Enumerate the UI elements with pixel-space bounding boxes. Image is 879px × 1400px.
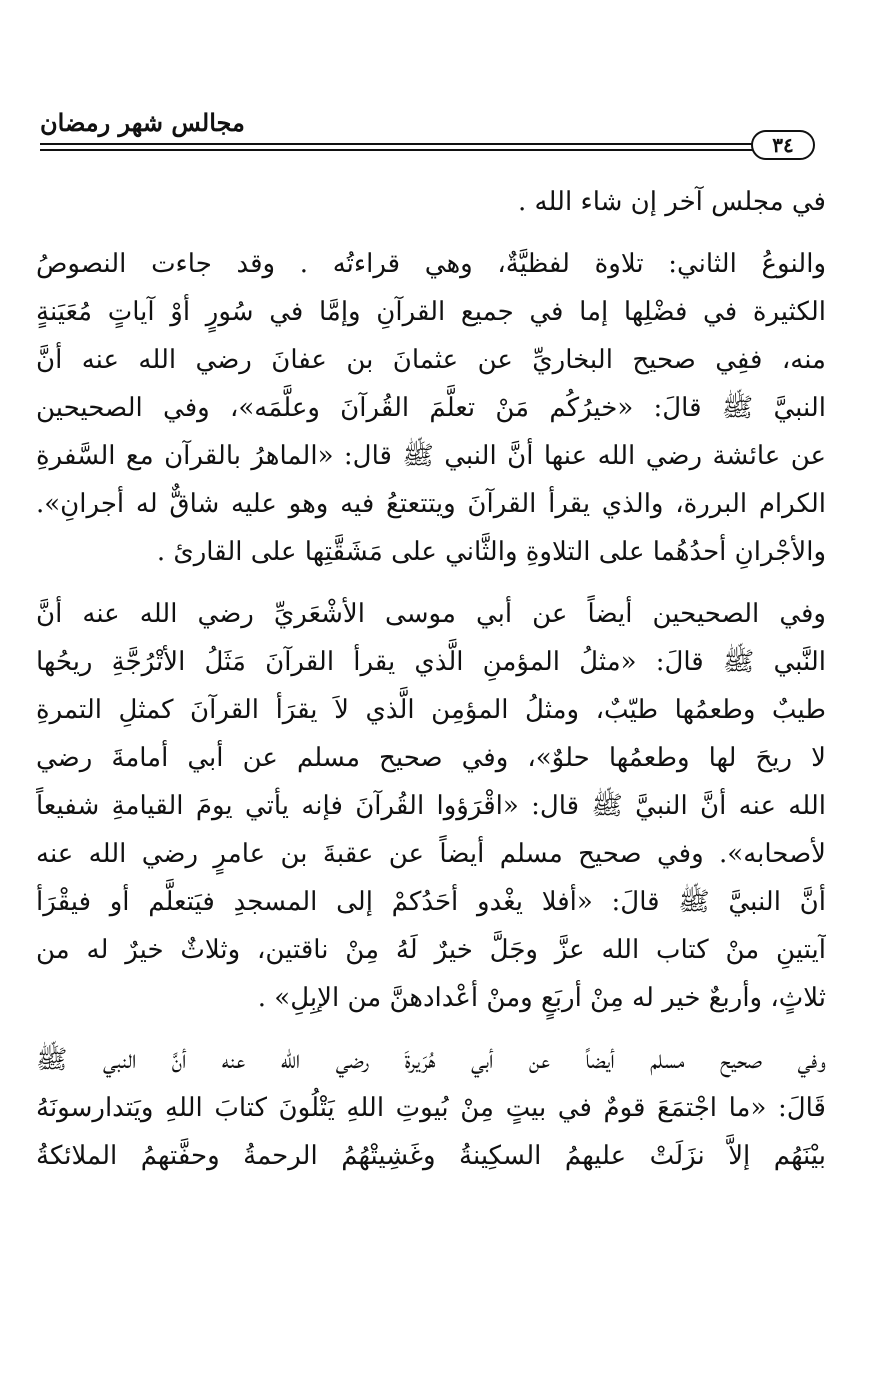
book-title: مجالس شهر رمضان [40, 108, 245, 137]
text-line: منه، ففِي صحيح البخاريِّ عن عثمانَ بن عفانَ رضي الله عنه أنَّ [36, 345, 826, 375]
running-header [40, 100, 815, 160]
text-line: لا ريحَ لها وطعمُها حلوٌ»، وفي صحيح مسلم عن أبي أمامةَ رضي [36, 743, 826, 773]
header-rule-bottom [40, 149, 760, 151]
text-line: بيْنَهُم إلاَّ نزَلَتْ عليهمُ السكِينةُ وغَشِيتْهُمُ الرحمةُ وحفَّتهمُ الملائكةُ [36, 1141, 826, 1171]
page-number: ٣٤ [751, 130, 815, 160]
text-line: أنَّ النبيَّ ﷺ قالَ: «أفلا يغْدو أحَدُكمْ إلى المسجدِ فيَتعلَّم أو فيقْرَأ [36, 887, 826, 917]
text-line: ثلاثٍ، وأربعٌ خير له مِنْ أربَعٍ ومنْ أعْدادهنَّ من الإبِلِ» . [257, 983, 826, 1013]
text-line: عن عائشة رضي الله عنها أنَّ النبي ﷺ قال: «الماهرُ بالقرآن مع السَّفرةِ [36, 441, 826, 471]
text-line: وفي الصحيحين أيضاً عن أبي موسى الأشْعَريِّ رضي الله عنه أنَّ [36, 599, 826, 629]
text-line: الكرام البررة، والذي يقرأ القرآنَ ويتتعتعُ فيه وهو عليه شاقٌّ له أجرانِ». [36, 489, 826, 519]
text-line: طيبٌ وطعمُها طيّبٌ، ومثلُ المؤمِن الَّذي لاَ يقرَأ القرآنَ كمثلِ التمرةِ [36, 695, 826, 725]
text-line: وفي صحيح مسلم أيضاً عن أبي هُرَيرةَ رضي الله عنه أنَّ النبي ﷺ [36, 1045, 826, 1075]
text-line: والنوعُ الثاني: تلاوة لفظيَّةٌ، وهي قراءتُه . وقد جاءت النصوصُ [36, 249, 826, 279]
text-line: لأصحابه». وفي صحيح مسلم أيضاً عن عقبةَ بن عامرٍ رضي الله عنه [36, 839, 826, 869]
text-line: الله عنه أنَّ النبيَّ ﷺ قال: «اقْرَؤوا القُرآنَ فإنه يأتي يومَ القيامةِ شفيعاً [36, 791, 826, 821]
text-line: والأجْرانِ أحدُهُما على التلاوةِ والثَّاني على مَشَقَّتِها على القارئ . [156, 537, 826, 567]
body-text [36, 178, 826, 1180]
text-line: في مجلس آخر إن شاء الله . [517, 187, 826, 217]
text-line: آيتينِ منْ كتاب الله عزَّ وجَلَّ خيرٌ لَهُ مِنْ ناقتين، وثلاثٌ خيرٌ له من [36, 935, 826, 965]
text-line: النَّبي ﷺ قالَ: «مثلُ المؤمنِ الَّذي يقرأ القرآنَ مَثَلُ الأتْرُجَّةِ ريحُها [36, 647, 826, 677]
text-line: الكثيرة في فضْلِها إما في جميع القرآنِ وإمَّا في سُورٍ أوْ آياتٍ مُعَيَنةٍ [36, 297, 826, 327]
header-rule-top [40, 143, 760, 145]
text-line: قَالَ: «ما اجْتمَعَ قومٌ في بيتٍ مِنْ بُيوتِ اللهِ يَتْلُونَ كتابَ اللهِ ويَتدارسونَهُ [36, 1093, 826, 1123]
text-line: النبيَّ ﷺ قالَ: «خيرُكُم مَنْ تعلَّمَ القُرآنَ وعلَّمَه»، وفي الصحيحين [36, 393, 826, 423]
